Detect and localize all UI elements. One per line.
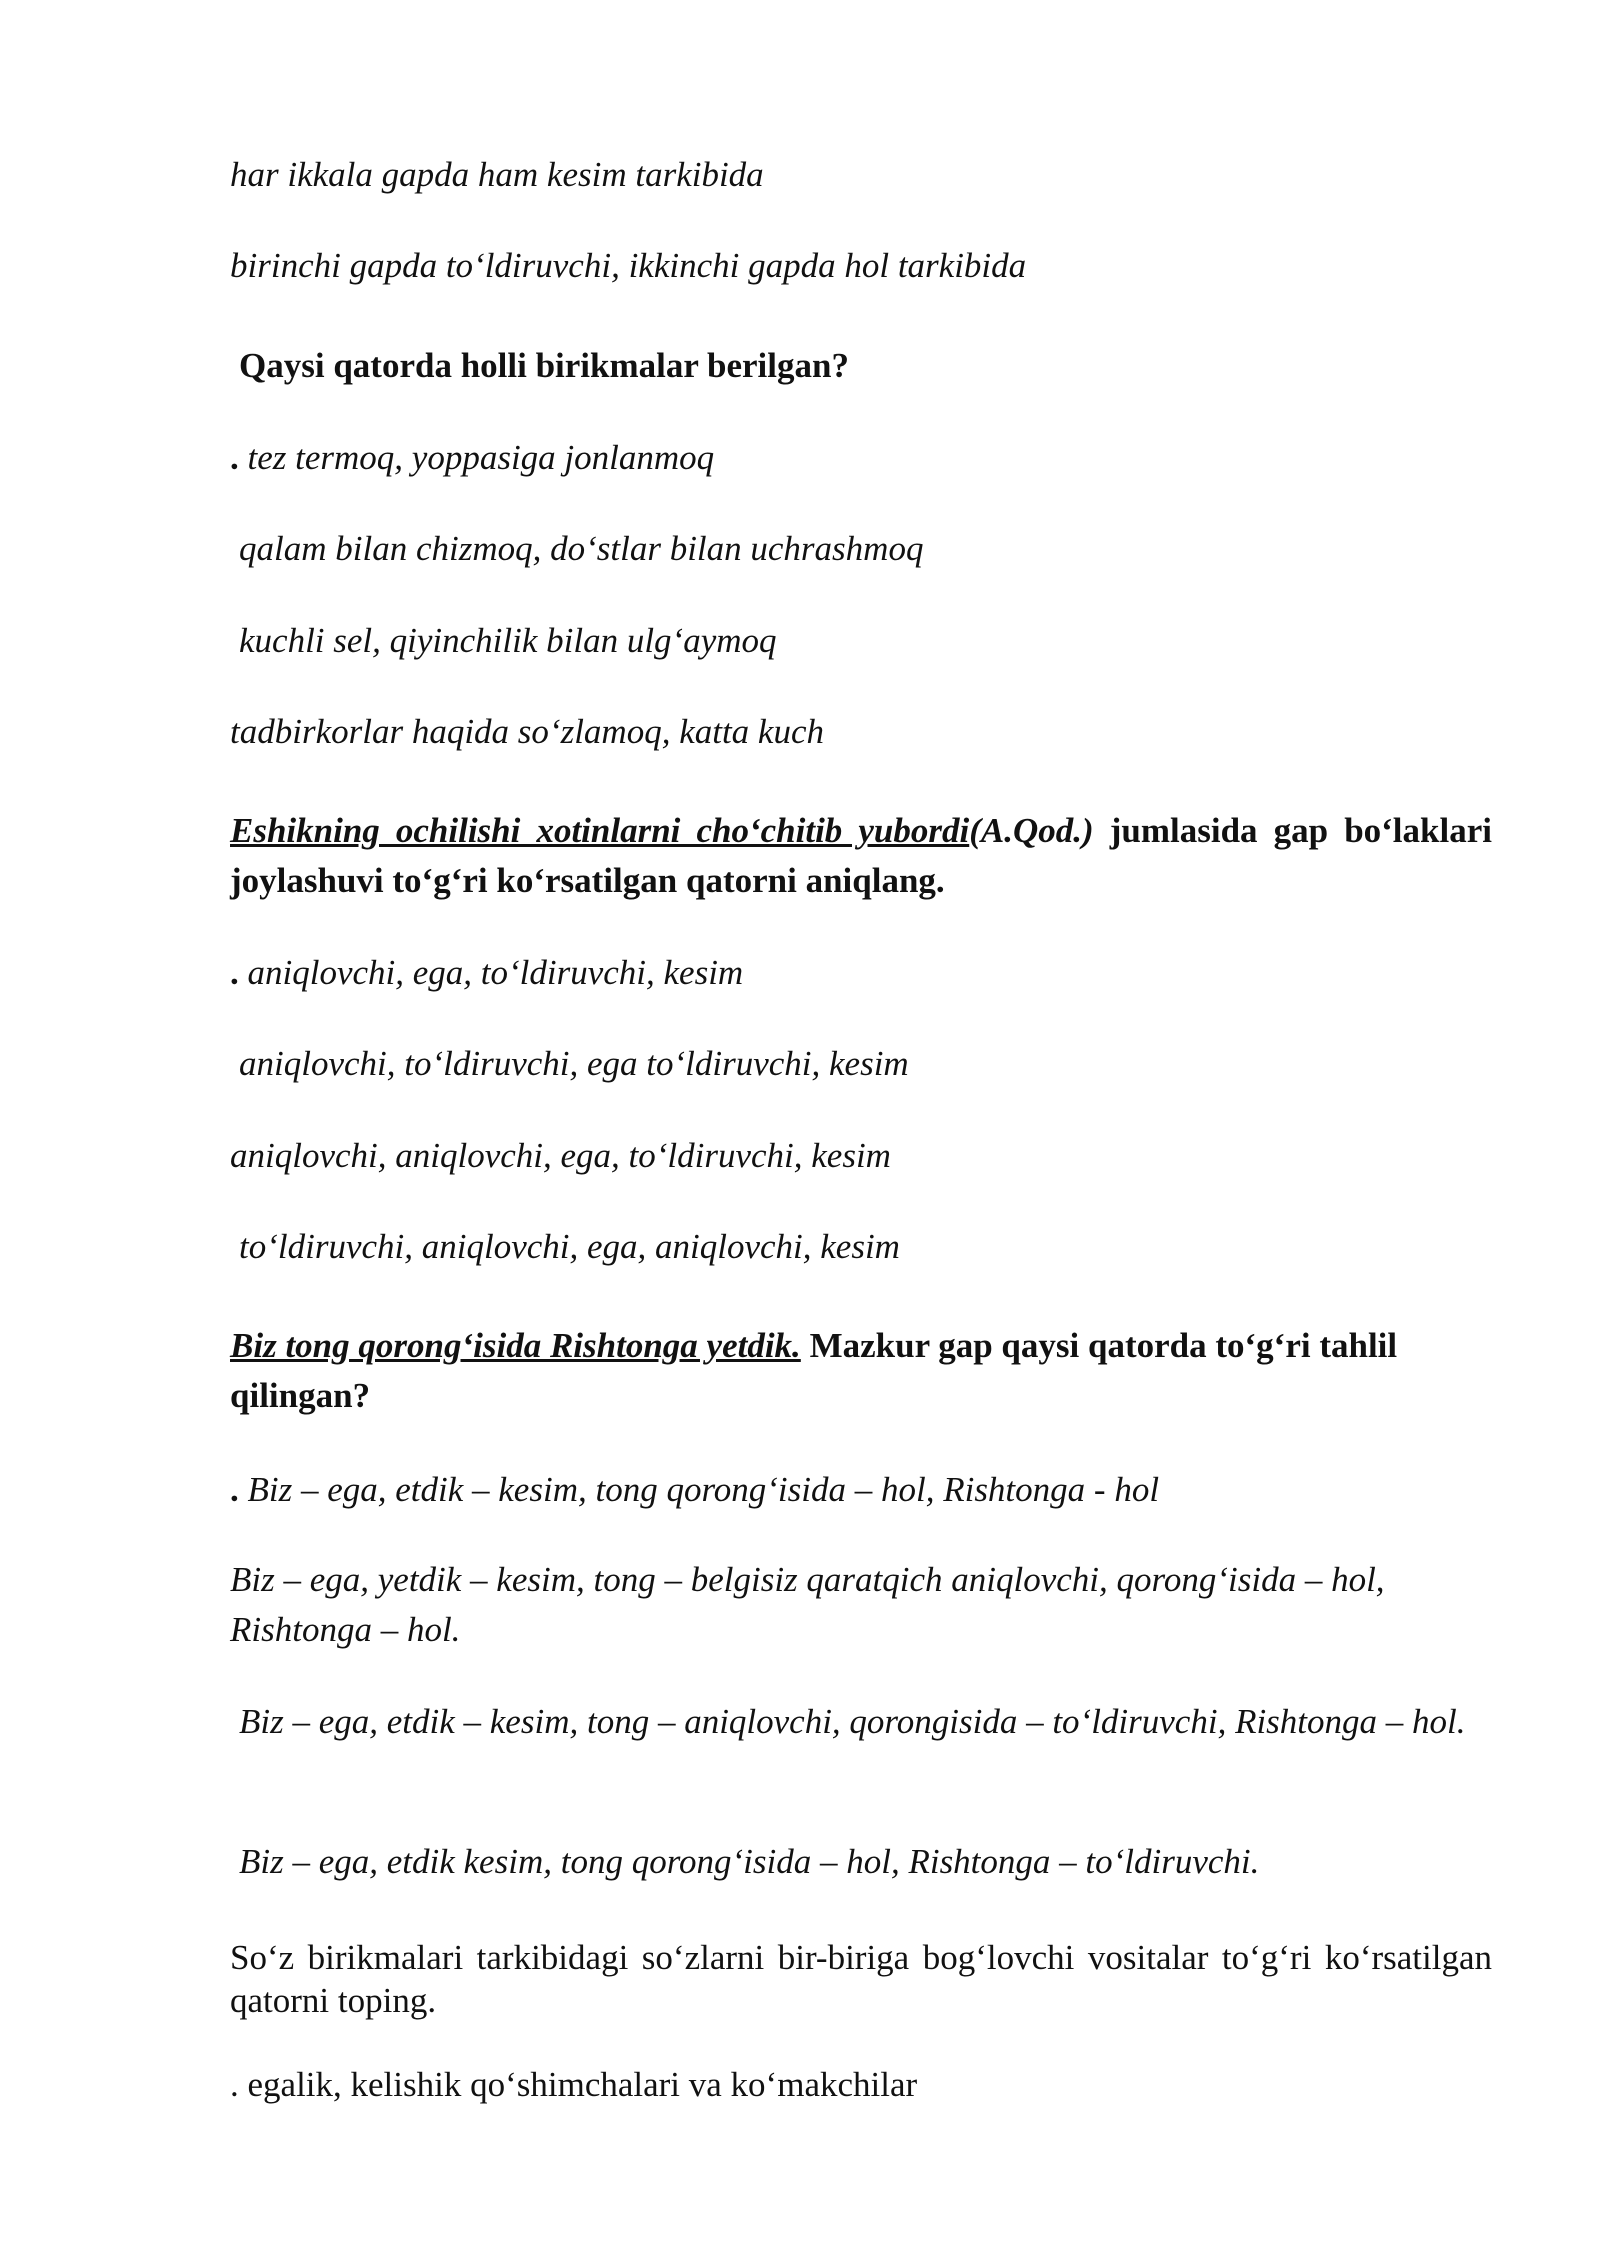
option-text: tez termoq, yoppasiga jonlanmoq <box>238 438 715 477</box>
option-marker: . <box>230 953 239 992</box>
option-text: aniqlovchi, ega, to‘ldiruvchi, kesim <box>238 953 744 992</box>
option-text: Biz – ega, etdik kesim, tong qorong‘isida – hol, Rishtonga – to‘ldiruvchi. <box>239 1842 1260 1881</box>
option-text: qalam bilan chizmoq, do‘stlar bilan uchrashmoq <box>239 529 924 568</box>
question-quote: Eshikning ochilishi xotinlarni cho‘chitib yubordi <box>230 811 970 850</box>
option-text: har ikkala gapda ham kesim tarkibida <box>230 155 764 194</box>
question-quote: Biz tong qorong‘isida Rishtonga yetdik. <box>230 1326 801 1365</box>
option-text: kuchli sel, qiyinchilik bilan ulg‘aymoq <box>239 621 777 660</box>
option-text: to‘ldiruvchi, aniqlovchi, ega, aniqlovchi, kesim <box>239 1227 900 1266</box>
option-text: Biz – ega, etdik – kesim, tong qorong‘isida – hol, Rishtonga - hol <box>238 1470 1160 1509</box>
option-item <box>230 1465 1492 1515</box>
question-title: Qaysi qatorda holli birikmalar berilgan? <box>239 346 849 385</box>
option-text: aniqlovchi, aniqlovchi, ega, to‘ldiruvchi, kesim <box>230 1136 891 1175</box>
option-text: . egalik, kelishik qo‘shimchalari va ko‘makchilar <box>230 2065 918 2104</box>
option-marker: . <box>230 438 239 477</box>
question-title <box>230 1321 1492 1421</box>
option-text: birinchi gapda to‘ldiruvchi, ikkinchi gapda hol tarkibida <box>230 246 1027 285</box>
question-source: (A.Qod.) <box>969 811 1094 850</box>
question-title <box>230 806 1492 906</box>
option-marker: . <box>230 1470 239 1509</box>
question-title: So‘z birikmalari tarkibidagi so‘zlarni bir-biriga bog‘lovchi vositalar to‘g‘ri ko‘rsatilgan qatorni toping. <box>230 1938 1492 2020</box>
option-text: Biz – ega, etdik – kesim, tong – aniqlovchi, qorongisida – to‘ldiruvchi, Rishtonga – hol. <box>239 1702 1466 1741</box>
question-text: Mazkur gap qaysi qatorda to‘g‘ri tahlil qilingan? <box>230 1326 1398 1415</box>
option-text: Biz – ega, yetdik – kesim, tong – belgisiz qaratqich aniqlovchi, qorong‘isida – hol, Rishtonga – hol. <box>230 1560 1385 1649</box>
option-item <box>230 948 1492 998</box>
question-text: jumlasida gap bo‘laklari joylashuvi to‘g‘ri ko‘rsatilgan qatorni aniqlang. <box>230 811 1492 900</box>
option-text: tadbirkorlar haqida so‘zlamoq, katta kuch <box>230 712 824 751</box>
option-item <box>230 433 1492 483</box>
option-text: aniqlovchi, to‘ldiruvchi, ega to‘ldiruvchi, kesim <box>239 1044 909 1083</box>
